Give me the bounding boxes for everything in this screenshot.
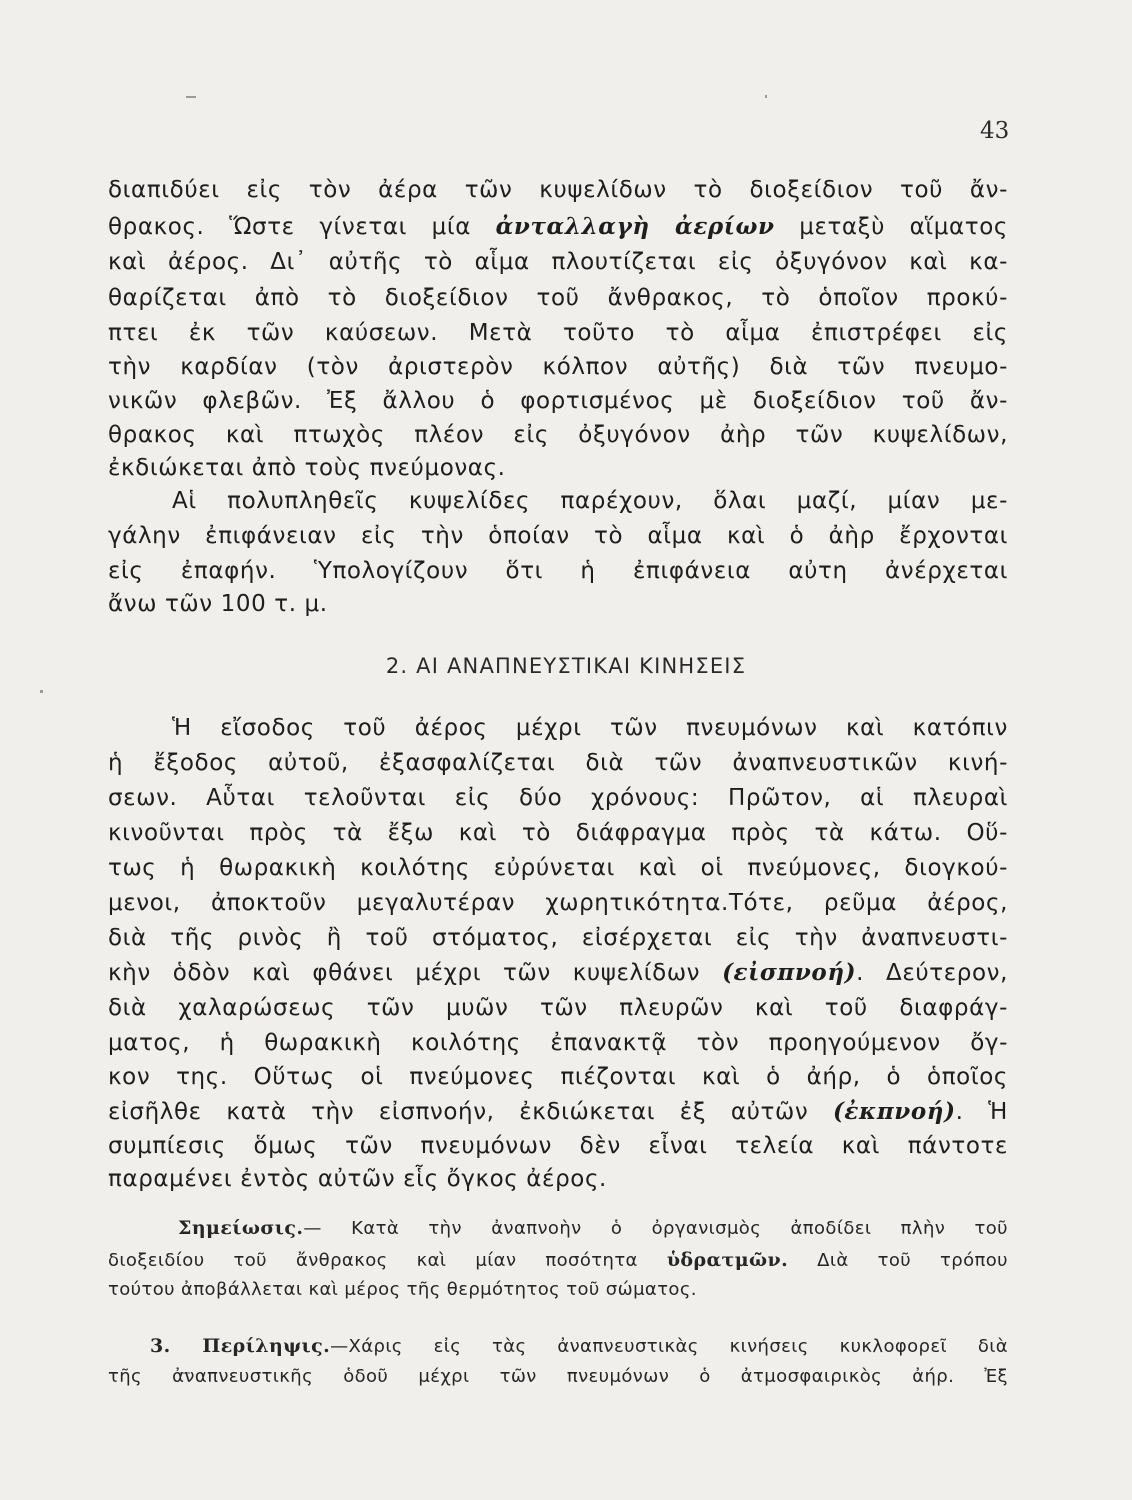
note-label: Σημείωσις. (178, 1217, 304, 1239)
note-bold-term: ὑδρατμῶν. (666, 1249, 789, 1271)
text-line: διὰ χαλαρώσεως τῶν μυῶν τῶν πλευρῶν καὶ τοῦ διαφράγ- (108, 995, 1008, 1021)
text-line: ἐκδιώκεται ἀπὸ τοὺς πνεύμονας. (108, 455, 506, 481)
section-heading: 2. ΑΙ ΑΝΑΠΝΕΥΣΤΙΚΑΙ ΚΙΝΗΣΕΙΣ (385, 654, 747, 678)
summary-line: 3. Περίληψις.—Χάρις εἰς τὰς ἀναπνευστικὰς κινήσεις κυκλοφορεῖ διὰ (150, 1335, 1009, 1357)
text-line: νικῶν φλεβῶν. Ἐξ ἄλλου ὁ φορτισμένος μὲ διοξείδιον τοῦ ἄν- (108, 388, 1008, 414)
text-line: γάλην ἐπιφάνειαν εἰς τὴν ὁποίαν τὸ αἷμα καὶ ὁ ἀὴρ ἔρχονται (108, 523, 1008, 549)
summary-label: 3. Περίληψις. (150, 1335, 331, 1357)
text-line: ἄνω τῶν 100 τ. μ. (108, 591, 328, 617)
text-line: κὴν ὁδὸν καὶ φθάνει μέχρι τῶν κυψελίδων (εἰσπνοή). Δεύτερον, (108, 959, 1008, 986)
scan-mark (186, 96, 196, 98)
text-line: μενοι, ἀποκτοῦν μεγαλυτέραν χωρητικότητα.Τότε, ρεῦμα ἀέρος, (108, 890, 1008, 916)
note-line: διοξειδίου τοῦ ἄνθρακος καὶ μίαν ποσότητα ὑδρατμῶν. Διὰ τοῦ τρόπου (108, 1249, 1008, 1271)
page-number: 43 (980, 118, 1010, 144)
text-line: Ἡ εἴσοδος τοῦ ἀέρος μέχρι τῶν πνευμόνων καὶ κατόπιν (172, 715, 1008, 741)
text-line: κον της. Οὕτως οἱ πνεύμονες πιέζονται καὶ ὁ ἀήρ, ὁ ὁποῖος (108, 1064, 1008, 1090)
summary-line: τῆς ἀναπνευστικῆς ὁδοῦ μέχρι τῶν πνευμόνων ὁ ἀτμοσφαιρικὸς ἀήρ. Ἐξ (108, 1366, 1008, 1387)
text-line: θρακος. Ὥστε γίνεται μία ἀνταλλαγὴ ἀερίων μεταξὺ αἵματος (108, 213, 1008, 240)
emphasis-term: (ἐκπνοή) (832, 1098, 956, 1125)
scan-mark (40, 690, 43, 693)
text-line: κινοῦνται πρὸς τὰ ἔξω καὶ τὸ διάφραγμα πρὸς τὰ κάτω. Οὕ- (108, 820, 1008, 846)
emphasis-term: (εἰσπνοή) (722, 959, 857, 986)
text-line: συμπίεσις ὅμως τῶν πνευμόνων δὲν εἶναι τελεία καὶ πάντοτε (108, 1133, 1008, 1159)
text-line: ἡ ἔξοδος αὐτοῦ, ἐξασφαλίζεται διὰ τῶν ἀναπνευστικῶν κινή- (108, 750, 1008, 776)
scan-mark (765, 95, 767, 98)
text-line: σεων. Αὗται τελοῦνται εἰς δύο χρόνους: Πρῶτον, αἱ πλευραὶ (108, 785, 1008, 811)
text-line: διὰ τῆς ρινὸς ἢ τοῦ στόματος, εἰσέρχεται εἰς τὴν ἀναπνευστι- (108, 925, 1008, 951)
text-line: παραμένει ἐντὸς αὐτῶν εἷς ὄγκος ἀέρος. (108, 1166, 607, 1192)
text-line: εἰσῆλθε κατὰ τὴν εἰσπνοήν, ἐκδιώκεται ἐξ αὐτῶν (ἐκπνοή). Ἡ (108, 1098, 1008, 1125)
text-line: εἰς ἐπαφήν. Ὑπολογίζουν ὅτι ἡ ἐπιφάνεια αὐτη ἀνέρχεται (108, 558, 1008, 584)
text-line: διαπιδύει εἰς τὸν ἀέρα τῶν κυψελίδων τὸ διοξείδιον τοῦ ἄν- (108, 177, 1008, 203)
text-line: Αἱ πολυπληθεῖς κυψελίδες παρέχουν, ὅλαι μαζί, μίαν με- (172, 488, 1008, 514)
text-line: πτει ἐκ τῶν καύσεων. Μετὰ τοῦτο τὸ αἷμα ἐπιστρέφει εἰς (108, 320, 1008, 346)
text-line: θαρίζεται ἀπὸ τὸ διοξείδιον τοῦ ἄνθρακος, τὸ ὁποῖον προκύ- (108, 285, 1008, 311)
text-line: τως ἡ θωρακικὴ κοιλότης εὐρύνεται καὶ οἱ πνεύμονες, διογκού- (108, 855, 1008, 881)
text-line: καὶ ἀέρος. Δι᾽ αὐτῆς τὸ αἷμα πλουτίζεται εἰς ὀξυγόνον καὶ κα- (108, 249, 1008, 275)
text-line: τὴν καρδίαν (τὸν ἀριστερὸν κόλπον αὐτῆς) διὰ τῶν πνευμο- (108, 354, 1008, 380)
note-line: Σημείωσις.— Κατὰ τὴν ἀναπνοὴν ὁ ὀργανισμὸς ἀποδίδει πλὴν τοῦ (178, 1217, 1009, 1239)
text-line: θρακος καὶ πτωχὸς πλέον εἰς ὀξυγόνον ἀὴρ τῶν κυψελίδων, (108, 422, 1008, 448)
note-line: τούτου ἀποβάλλεται καὶ μέρος τῆς θερμότητος τοῦ σώματος. (108, 1279, 697, 1300)
emphasis-term: ἀνταλλαγὴ ἀερίων (495, 213, 775, 240)
text-line: ματος, ἡ θωρακικὴ κοιλότης ἐπανακτᾷ τὸν προηγούμενον ὄγ- (108, 1030, 1008, 1056)
